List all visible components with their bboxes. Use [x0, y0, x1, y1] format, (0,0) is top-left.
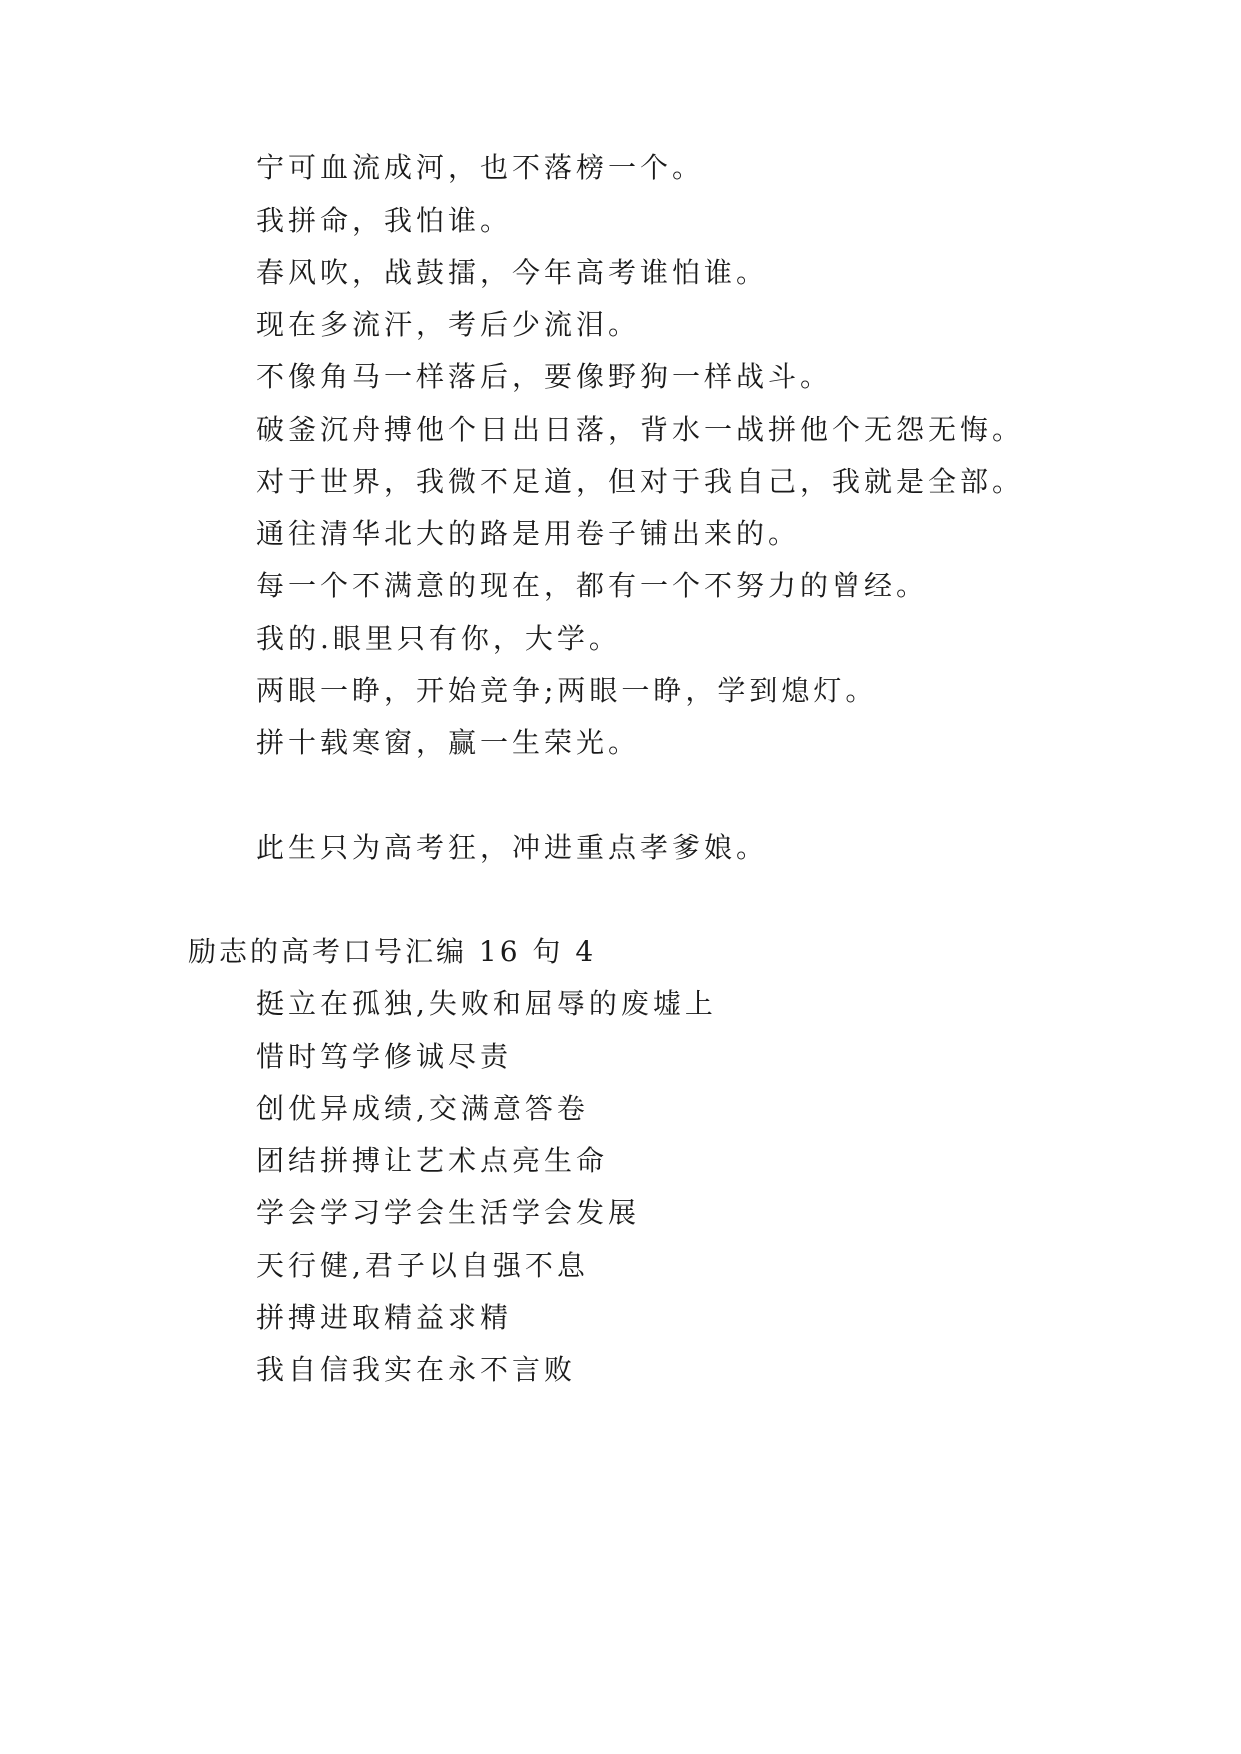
section-heading: 励志的高考口号汇编 16 句 4: [188, 935, 597, 968]
slogan-line: 破釜沉舟搏他个日出日落，背水一战拼他个无怨无悔。: [256, 413, 1025, 446]
slogan-line: 宁可血流成河，也不落榜一个。: [256, 151, 705, 184]
slogan-line: 我自信我实在永不言败: [256, 1353, 577, 1386]
slogan-line: 对于世界，我微不足道，但对于我自己，我就是全部。: [256, 465, 1025, 498]
slogan-line: 通往清华北大的路是用卷子铺出来的。: [256, 517, 801, 550]
slogan-line: 我的.眼里只有你，大学。: [256, 622, 621, 655]
slogan-line: 不像角马一样落后，要像野狗一样战斗。: [256, 360, 833, 393]
slogan-line: 创优异成绩,交满意答卷: [256, 1092, 589, 1125]
slogan-line: 挺立在孤独,失败和屈辱的废墟上: [256, 987, 717, 1020]
slogan-line: 春风吹，战鼓擂，今年高考谁怕谁。: [256, 256, 769, 289]
slogan-line: 我拼命，我怕谁。: [256, 204, 513, 237]
slogan-line: 两眼一睁，开始竞争;两眼一睁，学到熄灯。: [256, 674, 878, 707]
slogan-line: 惜时笃学修诚尽责: [256, 1040, 513, 1073]
slogan-line: 拼搏进取精益求精: [256, 1301, 513, 1334]
slogan-line: 天行健,君子以自强不息: [256, 1249, 589, 1282]
slogan-line: 拼十载寒窗，赢一生荣光。: [256, 726, 641, 759]
slogan-line: 团结拼搏让艺术点亮生命: [256, 1144, 609, 1177]
slogan-line: 此生只为高考狂，冲进重点孝爹娘。: [256, 831, 769, 864]
slogan-line: 现在多流汗，考后少流泪。: [256, 308, 641, 341]
slogan-line: 学会学习学会生活学会发展: [256, 1196, 641, 1229]
slogan-line: 每一个不满意的现在，都有一个不努力的曾经。: [256, 569, 929, 602]
